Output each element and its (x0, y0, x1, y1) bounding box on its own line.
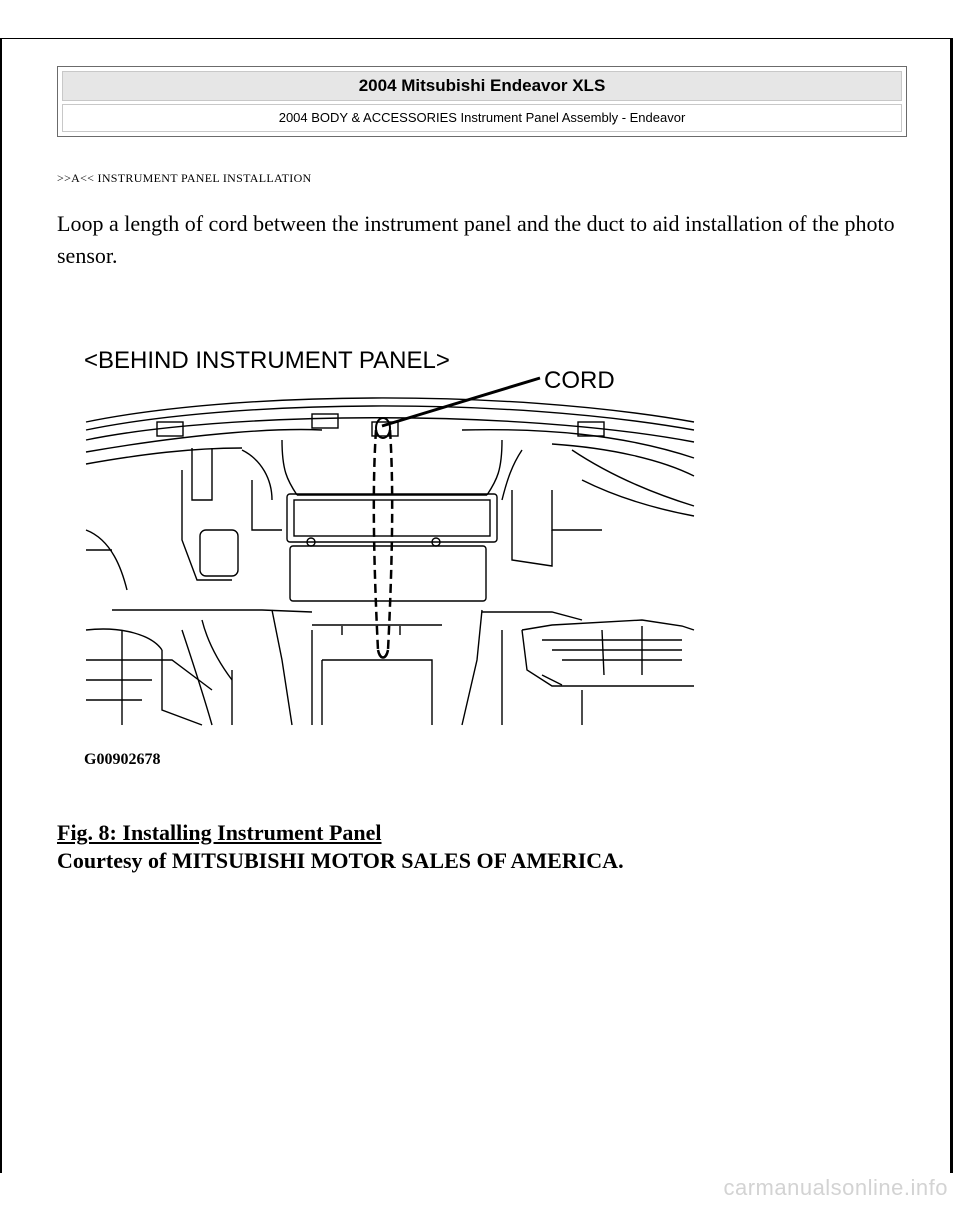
watermark-bar (0, 1173, 960, 1205)
watermark-text: carmanualsonline.info (723, 1175, 948, 1200)
instrument-panel-diagram (82, 330, 702, 772)
document-header (57, 66, 907, 137)
diagram-svg (82, 330, 702, 772)
diagram-title-label: <BEHIND INSTRUMENT PANEL> (84, 347, 450, 374)
figure-caption-title: Fig. 8: Installing Instrument Panel (57, 820, 382, 845)
cord-label: CORD (544, 367, 615, 394)
page-frame-left (0, 38, 2, 1173)
section-subtitle: 2004 BODY & ACCESSORIES Instrument Panel Assembly - Endeavor (62, 104, 902, 132)
section-heading: >>A<< INSTRUMENT PANEL INSTALLATION (57, 171, 312, 185)
vehicle-title: 2004 Mitsubishi Endeavor XLS (62, 71, 902, 101)
page-frame-top (0, 38, 953, 39)
instruction-text: Loop a length of cord between the instrument panel and the duct to aid installation of the photo sensor. (57, 211, 895, 268)
cord-loop (374, 418, 392, 658)
page-frame-right (950, 38, 953, 1173)
figure-caption-credit: Courtesy of MITSUBISHI MOTOR SALES OF AMERICA. (57, 848, 624, 873)
figure-code: G00902678 (84, 751, 161, 768)
